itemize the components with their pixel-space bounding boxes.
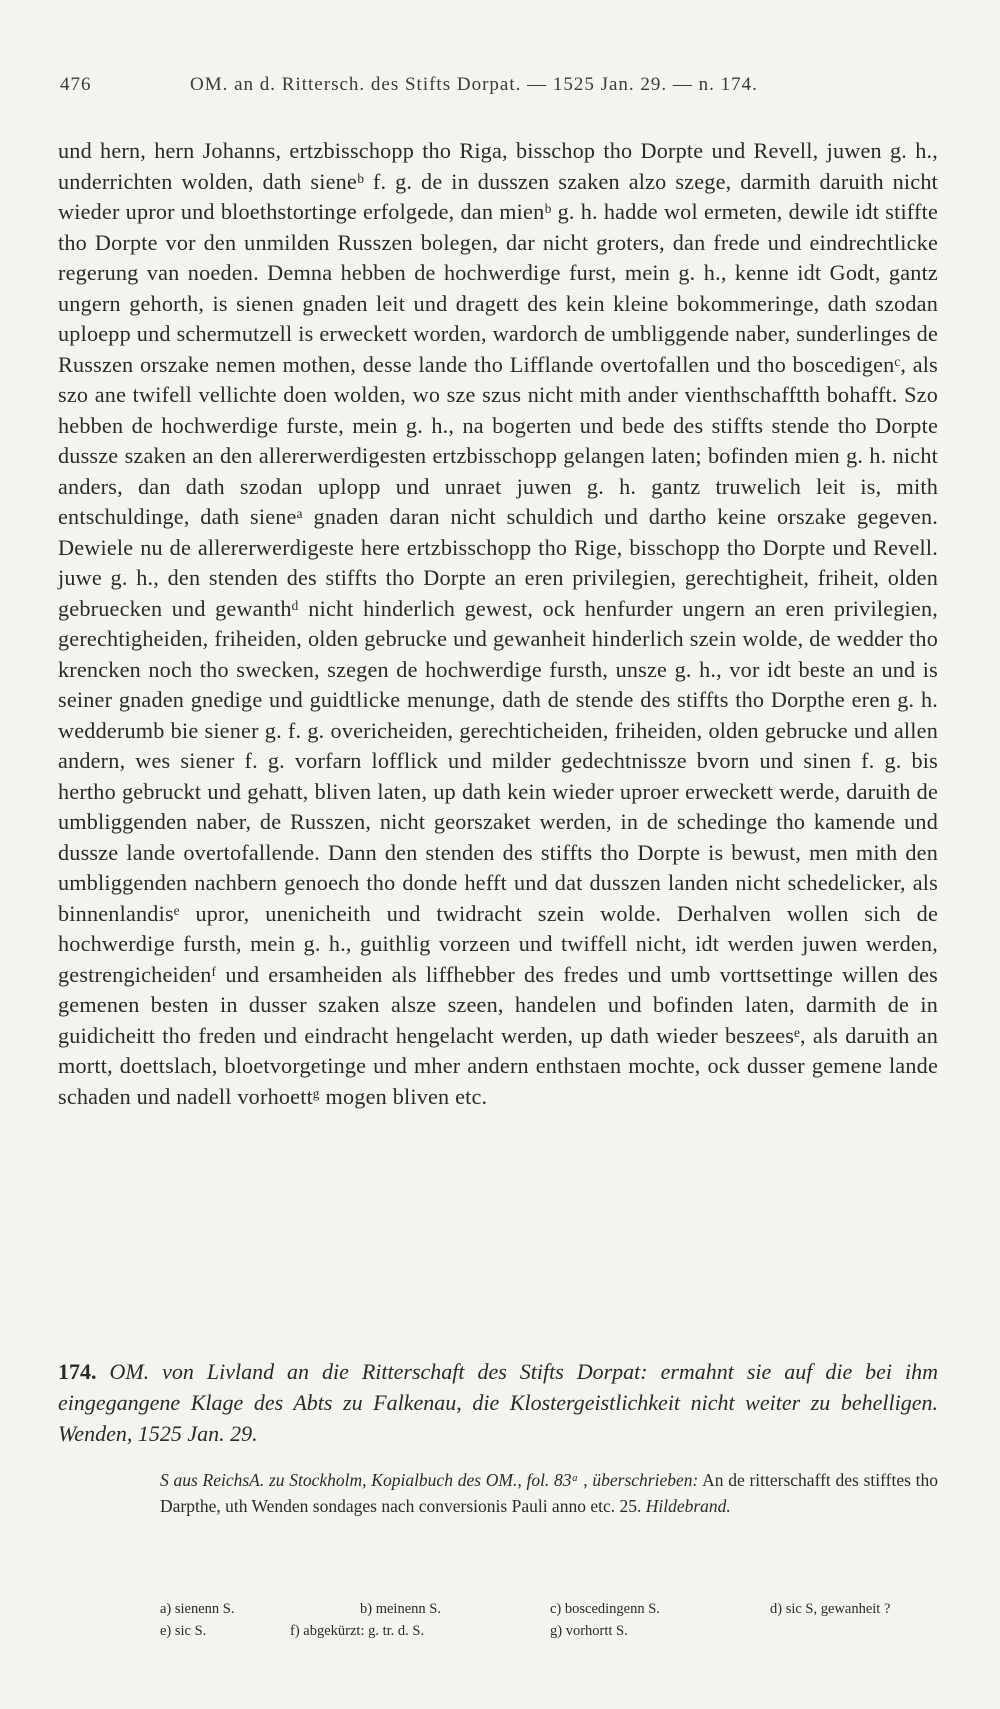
footnotes: [160, 1598, 950, 1642]
running-title: OM. an d. Rittersch. des Stifts Dorpat. — 1525 Jan. 29. — n. 174.: [190, 74, 758, 95]
footnote-e: e) sic S.: [160, 1623, 207, 1639]
footnote-c: c) boscedingenn S.: [550, 1601, 660, 1617]
source-text: An de ritterschafft des stifftes tho Darpthe, uth Wenden sondages nach conversionis Pauli anno etc. 25.: [160, 1470, 938, 1516]
document-regest: OM. von Livland an die Ritterschaft des Stifts Dorpat: ermahnt sie auf die bei ihm eingegangene Klage des Abts zu Falkenau, die Klostergeistlichkeit nicht weiter zu behelligen. Wenden, 1525 Jan. 29.: [58, 1359, 939, 1446]
footnote-b: b) meinenn S.: [360, 1601, 441, 1617]
source-editor: Hildebrand.: [645, 1496, 731, 1516]
page-number: 476: [60, 74, 92, 95]
footnote-row-2: [160, 1620, 950, 1642]
footnote-f: f) abgekürzt: g. tr. d. S.: [290, 1623, 425, 1639]
document-number: 174.: [58, 1359, 97, 1384]
footnote-row-1: [160, 1598, 950, 1620]
document-174-heading: [58, 1356, 938, 1449]
footnote-d: d) sic S, gewanheit ?: [770, 1601, 891, 1617]
source-note: [160, 1467, 938, 1519]
footnote-a: a) sienenn S.: [160, 1601, 235, 1617]
source-prefix: S aus ReichsA. zu Stockholm, Kopialbuch des OM., fol. 83ᵃ , überschrieben:: [160, 1470, 699, 1490]
footnote-g: g) vorhortt S.: [550, 1623, 628, 1639]
main-text: [58, 136, 938, 1112]
main-paragraph: und hern, hern Johanns, ertzbisschopp tho Riga, bisschop tho Dorpte und Revell, juwen g. h., underrichten wolden, dath sieneᵇ f. g. de in dusszen szaken alzo szege, darmith daruith nicht wieder upror und bloethstortinge erfolgede, dan mienᵇ g. h. hadde wol ermeten, dewile idt stiffte tho Dorpte vor den unmilden Russzen bolegen, dar nicht groters, dan frede und eindrechtlicke regerung van noeden. Demna hebben de hochwerdige furst, mein g. h., kenne idt Godt, gantz ungern gehorth, is sienen gnaden leit und dragett des kein kleine bokommeringe, dath szodan uploepp und schermutzell is erweckett worden, wardorch de umbliggende naber, sunderlinges de Russzen orszake nemen mothen, desse lande tho Lifflande overtofallen und tho boscedigenᶜ, als szo ane twifell vellichte doen wolden, wo sze szus nicht mith ander vienthschafftth bohafft. Szo hebben de hochwerdige furste, mein g. h., na bogerten und bede des stiffts stende tho Dorpte dussze szaken an den allererwerdigesten ertzbisschopp gelangen laten; bofinden mien g. h. nicht anders, dan dath szodan uplopp und unraet juwen g. h. gantz truwelich leit is, mith entschuldinge, dath sieneᵃ gnaden daran nicht schuldich und dartho keine orszake gegeven. Dewiele nu de allererwerdigeste here ertzbisschopp tho Rige, bisschopp tho Dorpte und Revell. juwe g. h., den stenden des stiffts tho Dorpte an eren privilegien, gerechtigheit, friheit, olden gebruecken und gewanthᵈ nicht hinderlich gewest, ock henfurder ungern an eren privilegien, gerechtigheiden, friheiden, olden gebrucke und gewanheit hinderlich szein wolde, de wedder tho krencken noch tho swecken, szegen de hochwerdige fursth, unsze g. h., vor idt beste an und is seiner gnaden gnedige und guidtlicke menunge, dath de stende des stiffts tho Dorpthe eren g. h. wedderumb bie siener g. f. g. overicheiden, gerechticheiden, friheiden, olden gebrucke und allen andern, wes siener f. g. vorfarn lofflick und milder gedechtnissze bvorn und sinen f. g. bis hertho gebruckt und gehatt, bliven laten, up dath kein wieder uproer erweckett werde, daruith de umbliggenden naber, de Russzen, nicht georszaket werden, in de schedinge tho kamende und dussze lande overtofallende. Dann den stenden des stiffts tho Dorpte is bewust, men mith den umbliggenden nachbern genoech tho donde hefft und dat dusszen landen nicht schedelicker, als binnenlandisᵉ upror, unenicheith und twidracht szein wolde. Derhalven wollen sich de hochwerdige fursth, mein g. h., guithlig vorzeen und twiffell nicht, idt werden juwen werden, gestrengicheidenᶠ und ersamheiden als liffhebber des fredes und umb vorttsettinge willen des gemenen besten in dusser szaken alsze szeen, handelen und bofinden laten, darmith de in guidicheitt tho freden und eindracht hengelacht werden, up dath wieder beszeesᵉ, als daruith an mortt, doettslach, bloetvorgetinge und mher andern enthstaen mochte, ock dusser gemene lande schaden und nadell vorhoettᵍ mogen bliven etc.: [58, 138, 938, 1109]
